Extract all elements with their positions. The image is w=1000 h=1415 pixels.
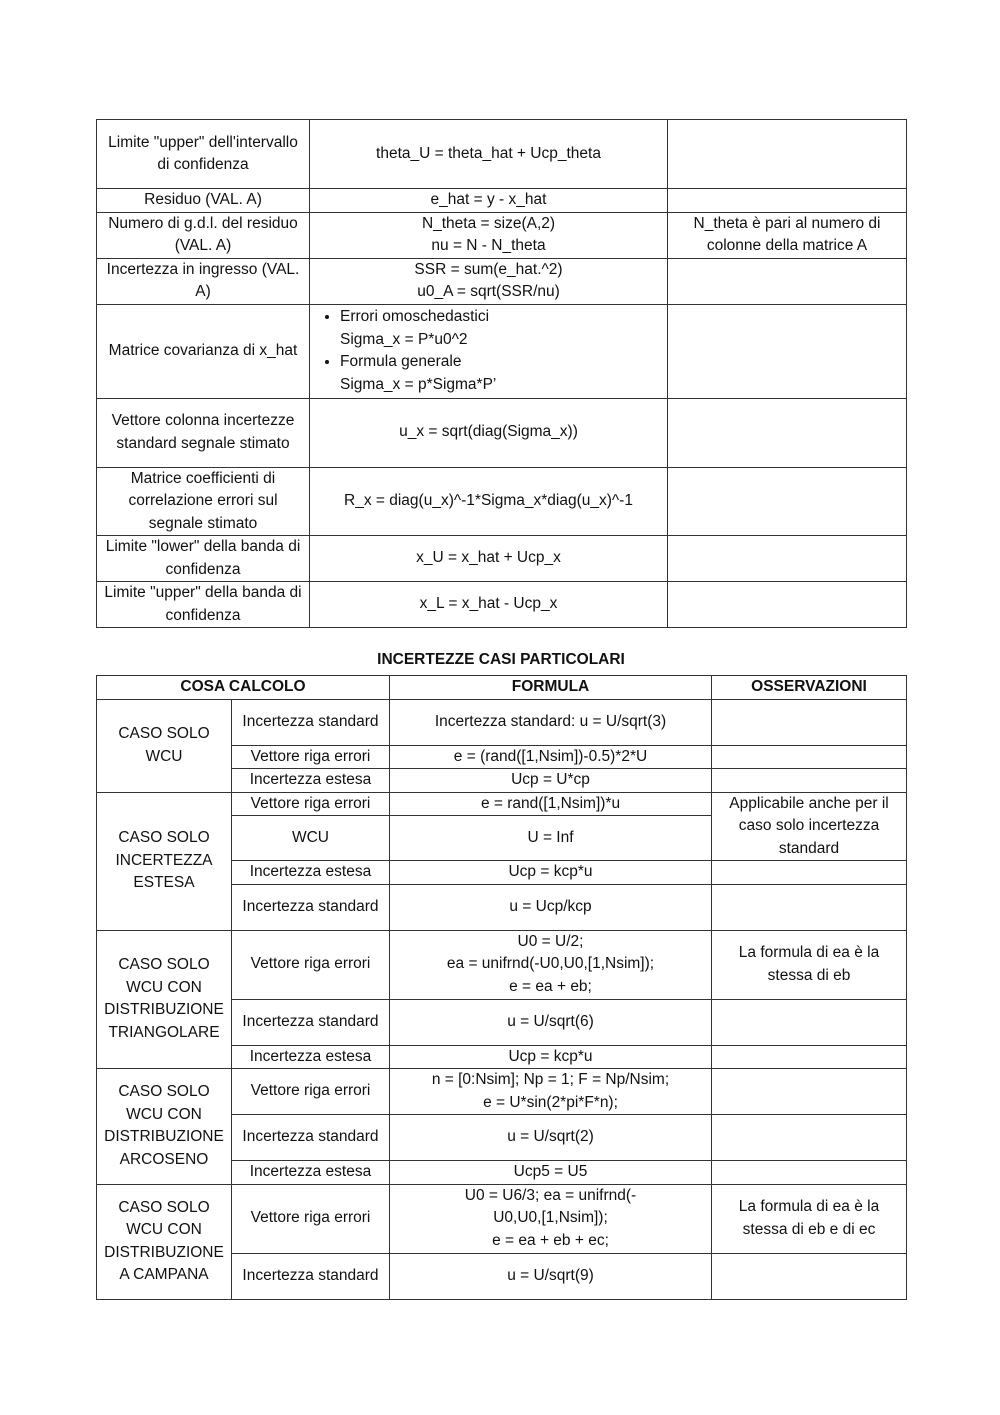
- row-note: La formula di ea è la stessa di eb e di ec: [712, 1184, 907, 1253]
- row-label: Incertezza standard: [232, 699, 390, 745]
- row-note: [712, 884, 907, 930]
- row-formula: e = (rand([1,Nsim])-0.5)*2*U: [390, 745, 712, 769]
- row-note: [668, 536, 907, 582]
- row-label: Residuo (VAL. A): [97, 189, 310, 213]
- special-cases-table: [96, 675, 907, 1300]
- row-formula: Ucp = kcp*u: [390, 1045, 712, 1069]
- row-note: [712, 1253, 907, 1299]
- row-formula: e_hat = y - x_hat: [310, 189, 668, 213]
- row-formula: SSR = sum(e_hat.^2) u0_A = sqrt(SSR/nu): [310, 258, 668, 304]
- table-row: [97, 398, 907, 467]
- bullet-item: • Errori omoschedastici Sigma_x = P*u0^2: [340, 306, 661, 351]
- row-label: Incertezza standard: [232, 1253, 390, 1299]
- row-note: N_theta è pari al numero di colonne della matrice A: [668, 212, 907, 258]
- row-note: [712, 861, 907, 885]
- row-note: [712, 1161, 907, 1185]
- table-row: [97, 582, 907, 628]
- row-note: [712, 1069, 907, 1115]
- row-note: [668, 304, 907, 398]
- row-label: Numero di g.d.l. del residuo (VAL. A): [97, 212, 310, 258]
- row-label: Incertezza standard: [232, 1115, 390, 1161]
- case-label: CASO SOLO WCU CON DISTRIBUZIONE ARCOSENO: [97, 1069, 232, 1185]
- row-note: Applicabile anche per il caso solo incertezza standard: [712, 792, 907, 861]
- row-formula: Incertezza standard: u = U/sqrt(3): [390, 699, 712, 745]
- table-row: [97, 189, 907, 213]
- row-formula: Ucp = U*cp: [390, 769, 712, 793]
- row-formula: U = Inf: [390, 816, 712, 861]
- row-formula: x_L = x_hat - Ucp_x: [310, 582, 668, 628]
- table-row: [97, 699, 907, 745]
- row-formula: n = [0:Nsim]; Np = 1; F = Np/Nsim; e = U*sin(2*pi*F*n);: [390, 1069, 712, 1115]
- table-row: [97, 212, 907, 258]
- case-label: CASO SOLO INCERTEZZA ESTESA: [97, 792, 232, 930]
- row-formula: x_U = x_hat + Ucp_x: [310, 536, 668, 582]
- row-label: Incertezza estesa: [232, 769, 390, 793]
- row-label: Vettore riga errori: [232, 1069, 390, 1115]
- row-formula: R_x = diag(u_x)^-1*Sigma_x*diag(u_x)^-1: [310, 467, 668, 536]
- row-label: Matrice covarianza di x_hat: [97, 304, 310, 398]
- row-formula: u_x = sqrt(diag(Sigma_x)): [310, 398, 668, 467]
- table-row: [97, 930, 907, 999]
- row-formula: u = U/sqrt(9): [390, 1253, 712, 1299]
- section-title: INCERTEZZE CASI PARTICOLARI: [377, 651, 625, 668]
- table-row: [97, 536, 907, 582]
- header-what: COSA CALCOLO: [97, 676, 390, 700]
- row-label: Incertezza standard: [232, 884, 390, 930]
- header-row: [97, 676, 907, 700]
- bullet-item: • Formula generale Sigma_x = p*Sigma*P’: [340, 351, 661, 396]
- row-label: WCU: [232, 816, 390, 861]
- table-row: [97, 258, 907, 304]
- row-label: Incertezza in ingresso (VAL. A): [97, 258, 310, 304]
- row-label: Incertezza standard: [232, 999, 390, 1045]
- table-row: [97, 120, 907, 189]
- table-row: [97, 467, 907, 536]
- row-formula: u = U/sqrt(6): [390, 999, 712, 1045]
- row-label: Incertezza estesa: [232, 861, 390, 885]
- row-formula: N_theta = size(A,2) nu = N - N_theta: [310, 212, 668, 258]
- table-row: [97, 1184, 907, 1253]
- row-formula: e = rand([1,Nsim])*u: [390, 792, 712, 816]
- row-label: Limite "lower" della banda di confidenza: [97, 536, 310, 582]
- row-formula: u = Ucp/kcp: [390, 884, 712, 930]
- row-note: [712, 745, 907, 769]
- covariance-table: [96, 119, 907, 628]
- row-label: Vettore riga errori: [232, 1184, 390, 1253]
- row-formula: u = U/sqrt(2): [390, 1115, 712, 1161]
- header-notes: OSSERVAZIONI: [712, 676, 907, 700]
- row-label: Vettore colonna incertezze standard segnale stimato: [97, 398, 310, 467]
- row-formula: Ucp5 = U5: [390, 1161, 712, 1185]
- case-label: CASO SOLO WCU CON DISTRIBUZIONE TRIANGOLARE: [97, 930, 232, 1069]
- row-formula: theta_U = theta_hat + Ucp_theta: [310, 120, 668, 189]
- row-label: Matrice coefficienti di correlazione errori sul segnale stimato: [97, 467, 310, 536]
- row-label: Vettore riga errori: [232, 745, 390, 769]
- row-note: [712, 999, 907, 1045]
- row-label: Incertezza estesa: [232, 1161, 390, 1185]
- case-label: CASO SOLO WCU: [97, 699, 232, 792]
- row-note: [668, 258, 907, 304]
- row-note: [668, 189, 907, 213]
- row-formula: Ucp = kcp*u: [390, 861, 712, 885]
- row-label: Limite "upper" dell'intervallo di confidenza: [97, 120, 310, 189]
- row-note: [668, 467, 907, 536]
- row-formula: U0 = U/2; ea = unifrnd(-U0,U0,[1,Nsim]); e = ea + eb;: [390, 930, 712, 999]
- row-note: [668, 120, 907, 189]
- row-label: Limite "upper" della banda di confidenza: [97, 582, 310, 628]
- row-note: [712, 1045, 907, 1069]
- table-row: [97, 1069, 907, 1115]
- row-note: [712, 699, 907, 745]
- row-note: [668, 582, 907, 628]
- row-note: [712, 769, 907, 793]
- case-label: CASO SOLO WCU CON DISTRIBUZIONE A CAMPANA: [97, 1184, 232, 1299]
- row-formula-bullets: [310, 304, 668, 398]
- row-label: Vettore riga errori: [232, 930, 390, 999]
- table-row: [97, 304, 907, 398]
- row-note: La formula di ea è la stessa di eb: [712, 930, 907, 999]
- row-label: Vettore riga errori: [232, 792, 390, 816]
- header-formula: FORMULA: [390, 676, 712, 700]
- row-formula: U0 = U6/3; ea = unifrnd(- U0,U0,[1,Nsim]); e = ea + eb + ec;: [390, 1184, 712, 1253]
- row-label: Incertezza estesa: [232, 1045, 390, 1069]
- row-note: [712, 1115, 907, 1161]
- row-note: [668, 398, 907, 467]
- table-row: [97, 792, 907, 816]
